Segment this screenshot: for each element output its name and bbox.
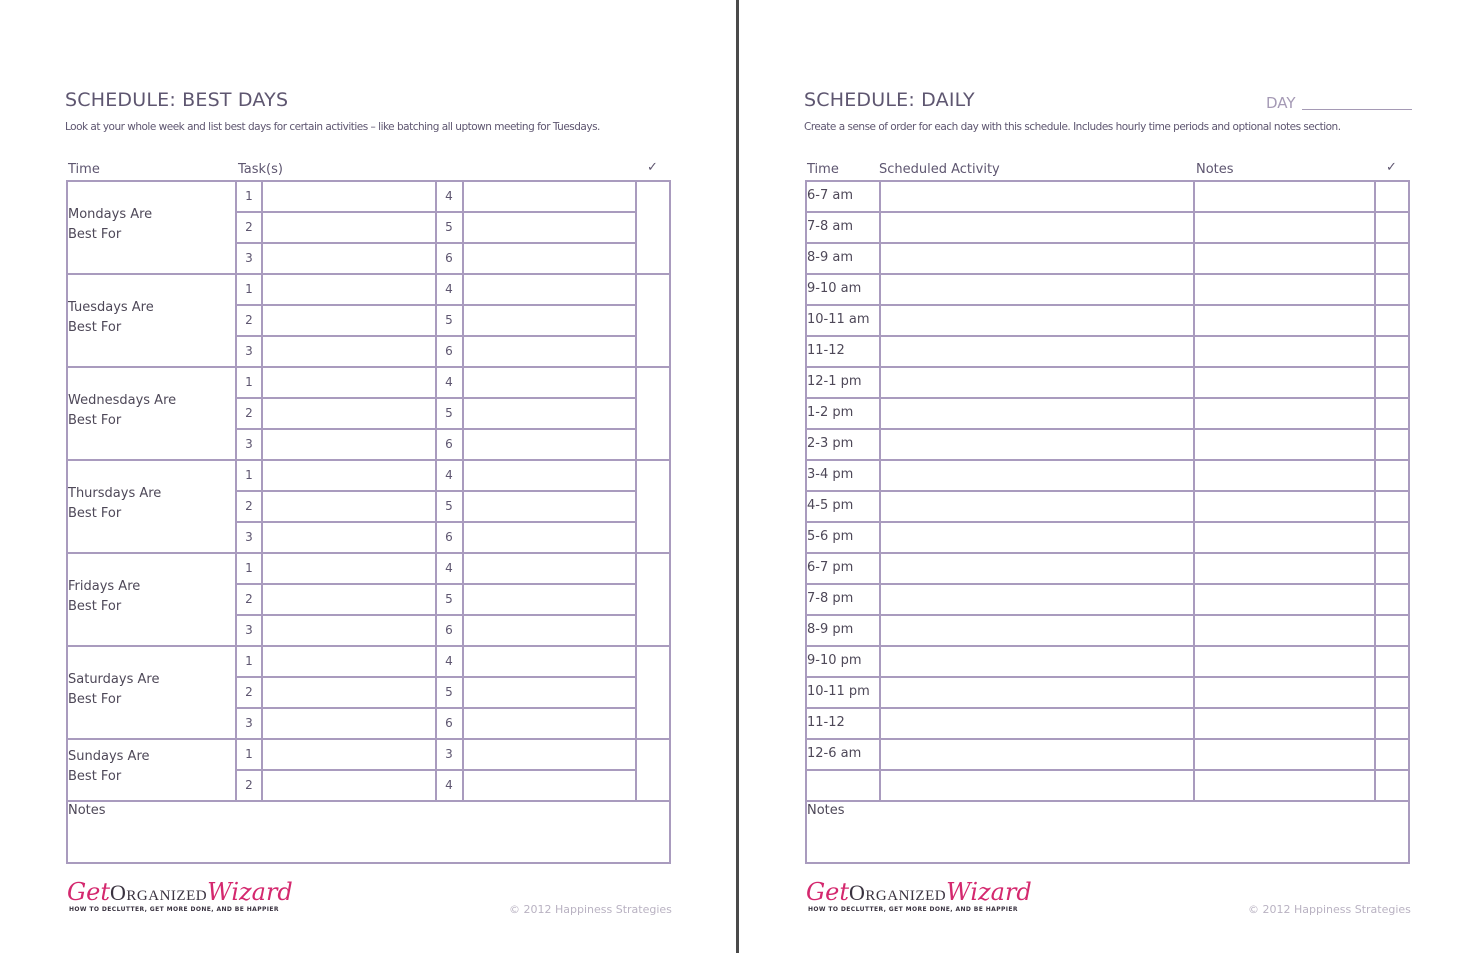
- row-divider: [805, 583, 1410, 585]
- task-number: 5: [445, 406, 453, 420]
- task-field[interactable]: [263, 366, 435, 397]
- row-divider: [805, 459, 1410, 461]
- time-slot-label: 9-10 pm: [807, 653, 862, 668]
- logo: [67, 878, 293, 906]
- notes-cell-field[interactable]: [1195, 490, 1374, 521]
- task-number: 2: [245, 406, 253, 420]
- task-field[interactable]: [263, 676, 435, 707]
- completion-checkbox[interactable]: [1376, 769, 1411, 800]
- task-field[interactable]: [464, 459, 635, 490]
- notes-cell-field[interactable]: [1195, 614, 1374, 645]
- task-number: 1: [245, 468, 253, 482]
- row-divider: [805, 676, 1410, 678]
- notes-cell-field[interactable]: [1195, 428, 1374, 459]
- row-divider: [805, 521, 1410, 523]
- completion-checkbox[interactable]: [637, 366, 672, 459]
- task-number: 4: [445, 778, 453, 792]
- completion-checkbox[interactable]: [1376, 676, 1411, 707]
- task-number: 3: [245, 716, 253, 730]
- day-label-line1: Mondays Are: [68, 206, 153, 222]
- task-field[interactable]: [464, 211, 635, 242]
- row-divider: [805, 490, 1410, 492]
- activity-field[interactable]: [881, 490, 1193, 521]
- task-number: 2: [245, 592, 253, 606]
- day-label-line1: Tuesdays Are: [68, 299, 154, 315]
- task-number: 4: [445, 654, 453, 668]
- time-slot-label: 6-7 pm: [807, 560, 854, 575]
- column-header-activity: Scheduled Activity: [879, 162, 1000, 177]
- task-field[interactable]: [464, 490, 635, 521]
- task-field[interactable]: [464, 304, 635, 335]
- task-number: 6: [445, 437, 453, 451]
- task-field[interactable]: [263, 180, 435, 211]
- task-number: 4: [445, 468, 453, 482]
- task-field[interactable]: [263, 304, 435, 335]
- task-number: 2: [245, 499, 253, 513]
- row-divider: [805, 242, 1410, 244]
- notes-label: Notes: [68, 803, 106, 818]
- task-field[interactable]: [464, 521, 635, 552]
- page-title: SCHEDULE: BEST DAYS: [65, 89, 289, 111]
- row-divider: [805, 304, 1410, 306]
- activity-field[interactable]: [881, 459, 1193, 490]
- row-divider: [805, 707, 1410, 709]
- activity-field[interactable]: [881, 769, 1193, 800]
- task-field[interactable]: [263, 521, 435, 552]
- row-divider: [235, 707, 635, 709]
- completion-checkbox[interactable]: [1376, 397, 1411, 428]
- task-field[interactable]: [263, 769, 435, 800]
- day-label-line1: Wednesdays Are: [68, 392, 177, 408]
- notes-cell-field[interactable]: [1195, 366, 1374, 397]
- task-number: 5: [445, 313, 453, 327]
- day-label-line2: Best For: [68, 412, 122, 428]
- day-label-line1: Saturdays Are: [68, 671, 160, 687]
- task-number: 1: [245, 282, 253, 296]
- task-number: 3: [245, 623, 253, 637]
- notes-label: Notes: [807, 803, 845, 818]
- notes-cell-field[interactable]: [1195, 521, 1374, 552]
- day-label-line1: Sundays Are: [68, 749, 150, 764]
- row-divider: [805, 335, 1410, 337]
- time-slot-label: 12-6 am: [807, 746, 862, 761]
- task-field[interactable]: [263, 459, 435, 490]
- task-number: 4: [445, 561, 453, 575]
- row-divider: [235, 304, 635, 306]
- day-label-line1: Fridays Are: [68, 578, 141, 594]
- copyright: © 2012 Happiness Strategies: [1248, 903, 1411, 916]
- notes-cell-field[interactable]: [1195, 459, 1374, 490]
- completion-checkbox[interactable]: [1376, 273, 1411, 304]
- completion-checkbox[interactable]: [637, 552, 672, 645]
- day-label-line2: Best For: [68, 226, 122, 242]
- task-field[interactable]: [464, 273, 635, 304]
- logo-organized: Organized: [110, 880, 208, 905]
- time-slot-label: 6-7 am: [807, 188, 853, 203]
- row-divider: [805, 614, 1410, 616]
- activity-field[interactable]: [881, 707, 1193, 738]
- notes-cell-field[interactable]: [1195, 707, 1374, 738]
- completion-checkbox[interactable]: [1376, 645, 1411, 676]
- task-number: 5: [445, 220, 453, 234]
- notes-cell-field[interactable]: [1195, 211, 1374, 242]
- task-number: 1: [245, 654, 253, 668]
- completion-checkbox[interactable]: [637, 273, 672, 366]
- activity-field[interactable]: [881, 366, 1193, 397]
- task-number: 3: [245, 251, 253, 265]
- row-divider: [235, 521, 635, 523]
- task-field[interactable]: [464, 614, 635, 645]
- notes-cell-field[interactable]: [1195, 676, 1374, 707]
- task-field[interactable]: [464, 242, 635, 273]
- completion-checkbox[interactable]: [1376, 552, 1411, 583]
- activity-field[interactable]: [881, 676, 1193, 707]
- completion-checkbox[interactable]: [1376, 335, 1411, 366]
- completion-checkbox[interactable]: [1376, 304, 1411, 335]
- completion-checkbox[interactable]: [637, 645, 672, 738]
- row-divider: [805, 273, 1410, 275]
- task-number: 6: [445, 530, 453, 544]
- row-divider: [235, 428, 635, 430]
- row-divider: [805, 397, 1410, 399]
- task-field[interactable]: [263, 614, 435, 645]
- day-label-line1: Thursdays Are: [68, 485, 162, 501]
- checkmark-icon: ✓: [1386, 160, 1397, 175]
- task-number: 2: [245, 685, 253, 699]
- row-divider: [235, 583, 635, 585]
- logo-tagline: HOW TO DECLUTTER, GET MORE DONE, AND BE HAPPIER: [808, 906, 1018, 913]
- task-field[interactable]: [464, 583, 635, 614]
- row-divider: [235, 676, 635, 678]
- checkmark-icon: ✓: [647, 160, 658, 175]
- row-divider: [235, 769, 635, 771]
- completion-checkbox[interactable]: [1376, 211, 1411, 242]
- task-field[interactable]: [263, 645, 435, 676]
- task-number: 2: [245, 313, 253, 327]
- task-field[interactable]: [263, 707, 435, 738]
- task-field[interactable]: [464, 645, 635, 676]
- page-subtitle: Look at your whole week and list best days for certain activities – like batching all uptown meeting for Tuesdays.: [65, 121, 600, 133]
- activity-field[interactable]: [881, 583, 1193, 614]
- day-label-line2: Best For: [68, 505, 122, 521]
- notes-cell-field[interactable]: [1195, 242, 1374, 273]
- notes-cell-field[interactable]: [1195, 738, 1374, 769]
- time-slot-label: 9-10 am: [807, 281, 862, 296]
- notes-cell-field[interactable]: [1195, 645, 1374, 676]
- task-number: 4: [445, 189, 453, 203]
- row-divider: [805, 428, 1410, 430]
- row-divider: [805, 366, 1410, 368]
- time-slot-label: 7-8 pm: [807, 591, 854, 606]
- time-slot-label: 10-11 am: [807, 312, 870, 327]
- row-divider: [805, 738, 1410, 740]
- completion-checkbox[interactable]: [1376, 459, 1411, 490]
- task-number: 3: [445, 747, 453, 761]
- task-number: 4: [445, 375, 453, 389]
- time-slot-label: 7-8 am: [807, 219, 853, 234]
- completion-checkbox[interactable]: [637, 738, 672, 800]
- task-field[interactable]: [464, 707, 635, 738]
- row-divider: [235, 397, 635, 399]
- time-slot-label: 8-9 pm: [807, 622, 854, 637]
- notes-cell-field[interactable]: [1195, 552, 1374, 583]
- activity-field[interactable]: [881, 738, 1193, 769]
- logo-wizard: Wizard: [207, 878, 293, 906]
- day-label-line2: Best For: [68, 598, 122, 614]
- notes-cell-field[interactable]: [1195, 397, 1374, 428]
- task-number: 2: [245, 778, 253, 792]
- time-slot-label: 5-6 pm: [807, 529, 854, 544]
- activity-field[interactable]: [881, 428, 1193, 459]
- time-slot-label: 10-11 pm: [807, 684, 870, 699]
- activity-field[interactable]: [881, 242, 1193, 273]
- task-field[interactable]: [263, 273, 435, 304]
- activity-field[interactable]: [881, 335, 1193, 366]
- time-slot-label: 11-12: [807, 343, 845, 358]
- page-title: SCHEDULE: DAILY: [804, 89, 975, 111]
- notes-cell-field[interactable]: [1195, 583, 1374, 614]
- notes-field[interactable]: [66, 802, 671, 862]
- completion-checkbox[interactable]: [1376, 583, 1411, 614]
- task-number: 3: [245, 437, 253, 451]
- task-number: 2: [245, 220, 253, 234]
- day-label-line2: Best For: [68, 691, 122, 707]
- row-divider: [805, 645, 1410, 647]
- task-number: 1: [245, 561, 253, 575]
- column-header-time: Time: [807, 162, 839, 177]
- row-divider: [805, 552, 1410, 554]
- logo-get: Get: [806, 878, 850, 906]
- page-subtitle: Create a sense of order for each day with this schedule. Includes hourly time periods and optional notes section.: [804, 121, 1341, 133]
- completion-checkbox[interactable]: [1376, 707, 1411, 738]
- logo: [806, 878, 1032, 906]
- task-field[interactable]: [464, 428, 635, 459]
- notes-cell-field[interactable]: [1195, 769, 1374, 800]
- task-field[interactable]: [464, 180, 635, 211]
- task-field[interactable]: [263, 552, 435, 583]
- task-field[interactable]: [263, 428, 435, 459]
- task-field[interactable]: [263, 738, 435, 769]
- column-header-time: Time: [68, 162, 100, 177]
- completion-checkbox[interactable]: [1376, 242, 1411, 273]
- logo-organized: Organized: [849, 880, 947, 905]
- row-divider: [235, 242, 635, 244]
- notes-cell-field[interactable]: [1195, 335, 1374, 366]
- logo-get: Get: [67, 878, 111, 906]
- activity-field[interactable]: [881, 521, 1193, 552]
- task-field[interactable]: [263, 397, 435, 428]
- activity-field[interactable]: [881, 552, 1193, 583]
- time-slot-label: 8-9 am: [807, 250, 853, 265]
- completion-checkbox[interactable]: [1376, 521, 1411, 552]
- completion-checkbox[interactable]: [1376, 180, 1411, 211]
- task-number: 5: [445, 685, 453, 699]
- time-slot-label: 11-12: [807, 715, 845, 730]
- task-number: 1: [245, 747, 253, 761]
- completion-checkbox[interactable]: [1376, 738, 1411, 769]
- notes-field[interactable]: [805, 802, 1410, 862]
- day-label: DAY: [1266, 94, 1296, 112]
- logo-wizard: Wizard: [946, 878, 1032, 906]
- activity-field[interactable]: [881, 180, 1193, 211]
- task-field[interactable]: [464, 397, 635, 428]
- activity-field[interactable]: [881, 645, 1193, 676]
- day-label-line2: Best For: [68, 319, 122, 335]
- task-field[interactable]: [464, 366, 635, 397]
- task-number: 6: [445, 344, 453, 358]
- logo-tagline: HOW TO DECLUTTER, GET MORE DONE, AND BE HAPPIER: [69, 906, 279, 913]
- time-slot-label: 4-5 pm: [807, 498, 854, 513]
- task-field[interactable]: [464, 769, 635, 800]
- task-field[interactable]: [263, 335, 435, 366]
- activity-field[interactable]: [881, 304, 1193, 335]
- day-input-line[interactable]: [1302, 109, 1412, 110]
- row-divider: [235, 614, 635, 616]
- task-number: 1: [245, 189, 253, 203]
- task-field[interactable]: [464, 552, 635, 583]
- notes-cell-field[interactable]: [1195, 273, 1374, 304]
- task-field[interactable]: [263, 490, 435, 521]
- task-number: 6: [445, 623, 453, 637]
- task-number: 3: [245, 530, 253, 544]
- notes-cell-field[interactable]: [1195, 304, 1374, 335]
- task-field[interactable]: [464, 738, 635, 769]
- activity-field[interactable]: [881, 273, 1193, 304]
- day-label-line2: Best For: [68, 769, 122, 784]
- task-number: 6: [445, 251, 453, 265]
- column-header-tasks: Task(s): [238, 162, 283, 177]
- time-slot-label: 3-4 pm: [807, 467, 854, 482]
- row-divider: [805, 769, 1410, 771]
- activity-field[interactable]: [881, 211, 1193, 242]
- row-divider: [235, 490, 635, 492]
- task-number: 1: [245, 375, 253, 389]
- completion-checkbox[interactable]: [637, 180, 672, 273]
- completion-checkbox[interactable]: [1376, 490, 1411, 521]
- time-slot-label: 12-1 pm: [807, 374, 862, 389]
- time-slot-label: 1-2 pm: [807, 405, 854, 420]
- row-divider: [235, 211, 635, 213]
- row-divider: [805, 211, 1410, 213]
- task-number: 3: [245, 344, 253, 358]
- task-field[interactable]: [464, 676, 635, 707]
- task-number: 6: [445, 716, 453, 730]
- completion-checkbox[interactable]: [1376, 366, 1411, 397]
- task-field[interactable]: [263, 211, 435, 242]
- activity-field[interactable]: [881, 397, 1193, 428]
- activity-field[interactable]: [881, 614, 1193, 645]
- notes-cell-field[interactable]: [1195, 180, 1374, 211]
- task-field[interactable]: [263, 583, 435, 614]
- task-field[interactable]: [263, 242, 435, 273]
- completion-checkbox[interactable]: [1376, 614, 1411, 645]
- row-divider: [235, 335, 635, 337]
- task-number: 5: [445, 499, 453, 513]
- copyright: © 2012 Happiness Strategies: [509, 903, 672, 916]
- task-number: 5: [445, 592, 453, 606]
- time-slot-label: 2-3 pm: [807, 436, 854, 451]
- completion-checkbox[interactable]: [1376, 428, 1411, 459]
- completion-checkbox[interactable]: [637, 459, 672, 552]
- page-divider: [736, 0, 739, 953]
- task-number: 4: [445, 282, 453, 296]
- task-field[interactable]: [464, 335, 635, 366]
- column-header-notes: Notes: [1196, 162, 1234, 177]
